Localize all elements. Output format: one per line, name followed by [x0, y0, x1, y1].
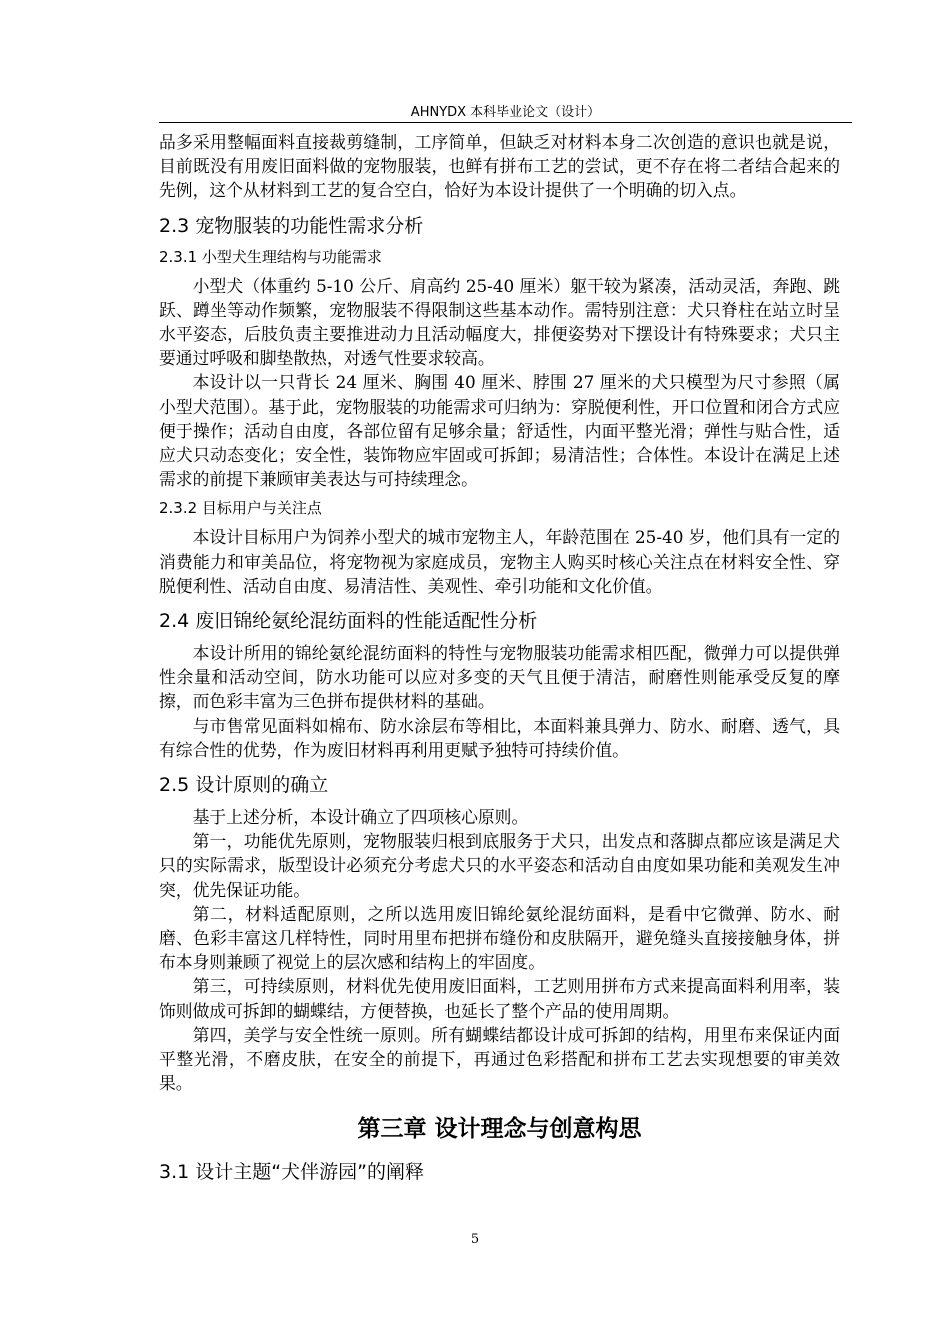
chapter-3-title: 第三章 设计理念与创意构思	[357, 1115, 642, 1142]
section-2-5-paragraph-3: 第二，材料适配原则，之所以选用废旧锦纶氨纶混纺面料，是看中它微弹、防水、耐磨、色彩丰富这几样特性，同时用里布把拼布缝份和皮肤隔开，避免缝头直接接触身体，拼布本身则兼顾了视觉上的层次感和结构上的牢固度。	[159, 903, 840, 973]
page-body	[159, 130, 840, 1192]
section-2-3-heading: 2.3 宠物服装的功能性需求分析	[159, 214, 424, 237]
section-2-5-heading: 2.5 设计原则的确立	[159, 774, 329, 797]
section-3-1-heading: 3.1 设计主题“犬伴游园”的阐释	[159, 1160, 424, 1183]
section-2-3-1-paragraph-2: 本设计以一只背长 24 厘米、胸围 40 厘米、脖围 27 厘米的犬只模型为尺寸参照（属小型犬范围）。基于此，宠物服装的功能需求可归纳为：穿脱便利性，开口位置和闭合方式应便于操作；活动自由度，各部位留有足够余量；舒适性，内面平整光滑；弹性与贴合性，适应犬只动态变化；安全性，装饰物应牢固或可拆卸；易清洁性；合体性。本设计在满足上述需求的前提下兼顾审美表达与可持续理念。	[159, 372, 840, 490]
section-2-5-paragraph-4: 第三，可持续原则，材料优先使用废旧面料，工艺则用拼布方式来提高面料利用率，装饰则做成可拆卸的蝴蝶结，方便替换，也延长了整个产品的使用周期。	[159, 976, 840, 1021]
section-2-4-paragraph-1: 本设计所用的锦纶氨纶混纺面料的特性与宠物服装功能需求相匹配，微弹力可以提供弹性余量和活动空间，防水功能可以应对多变的天气且便于清洁，耐磨性则能承受反复的摩擦，而色彩丰富为三色拼布提供材料的基础。	[159, 643, 840, 712]
section-2-3-1-heading: 2.3.1 小型犬生理结构与功能需求	[159, 247, 382, 266]
intro-paragraph: 品多采用整幅面料直接裁剪缝制，工序简单，但缺乏对材料本身二次创造的意识也就是说，目前既没有用废旧面料做的宠物服装，也鲜有拼布工艺的尝试，更不存在将二者结合起来的先例，这个从材料到工艺的复合空白，恰好为本设计提供了一个明确的切入点。	[159, 132, 840, 201]
page-number: 5	[470, 1232, 480, 1247]
section-2-3-1-paragraph-1: 小型犬（体重约 5-10 公斤、肩高约 25-40 厘米）躯干较为紧凑，活动灵活，奔跑、跳跃、蹲坐等动作频繁，宠物服装不得限制这些基本动作。需特别注意：犬只脊柱在站立时呈水平姿态，后肢负责主要推进动力且活动幅度大，排便姿势对下摆设计有特殊要求；犬只主要通过呼吸和脚垫散热，对透气性要求较高。	[159, 275, 840, 369]
section-2-5-paragraph-5: 第四，美学与安全性统一原则。所有蝴蝶结都设计成可拆卸的结构，用里布来保证内面平整光滑，不磨皮肤，在安全的前提下，再通过色彩搭配和拼布工艺去实现想要的审美效果。	[159, 1024, 840, 1094]
section-2-4-heading: 2.4 废旧锦纶氨纶混纺面料的性能适配性分析	[159, 610, 538, 633]
section-2-5-paragraph-2: 第一，功能优先原则，宠物服装归根到底服务于犬只，出发点和落脚点都应该是满足犬只的实际需求，版型设计必须充分考虑犬只的水平姿态和活动自由度如果功能和美观发生冲突，优先保证功能。	[159, 831, 840, 900]
header-divider	[159, 122, 852, 123]
section-2-4-paragraph-2: 与市售常见面料如棉布、防水涂层布等相比，本面料兼具弹力、防水、耐磨、透气，具有综合性的优势，作为废旧材料再利用更赋予独特可持续价值。	[159, 715, 840, 760]
section-2-3-2-heading: 2.3.2 目标用户与关注点	[159, 499, 322, 518]
section-2-3-2-paragraph: 本设计目标用户为饲养小型犬的城市宠物主人，年龄范围在 25-40 岁，他们具有一定的消费能力和审美品位，将宠物视为家庭成员，宠物主人购买时核心关注点在材料安全性、穿脱便利性、活动自由度、易清洁性、美观性、牵引功能和文化价值。	[159, 527, 840, 596]
running-header: AHNYDX 本科毕业论文（设计）	[410, 105, 601, 120]
section-2-5-paragraph-1: 基于上述分析，本设计确立了四项核心原则。	[192, 807, 529, 828]
